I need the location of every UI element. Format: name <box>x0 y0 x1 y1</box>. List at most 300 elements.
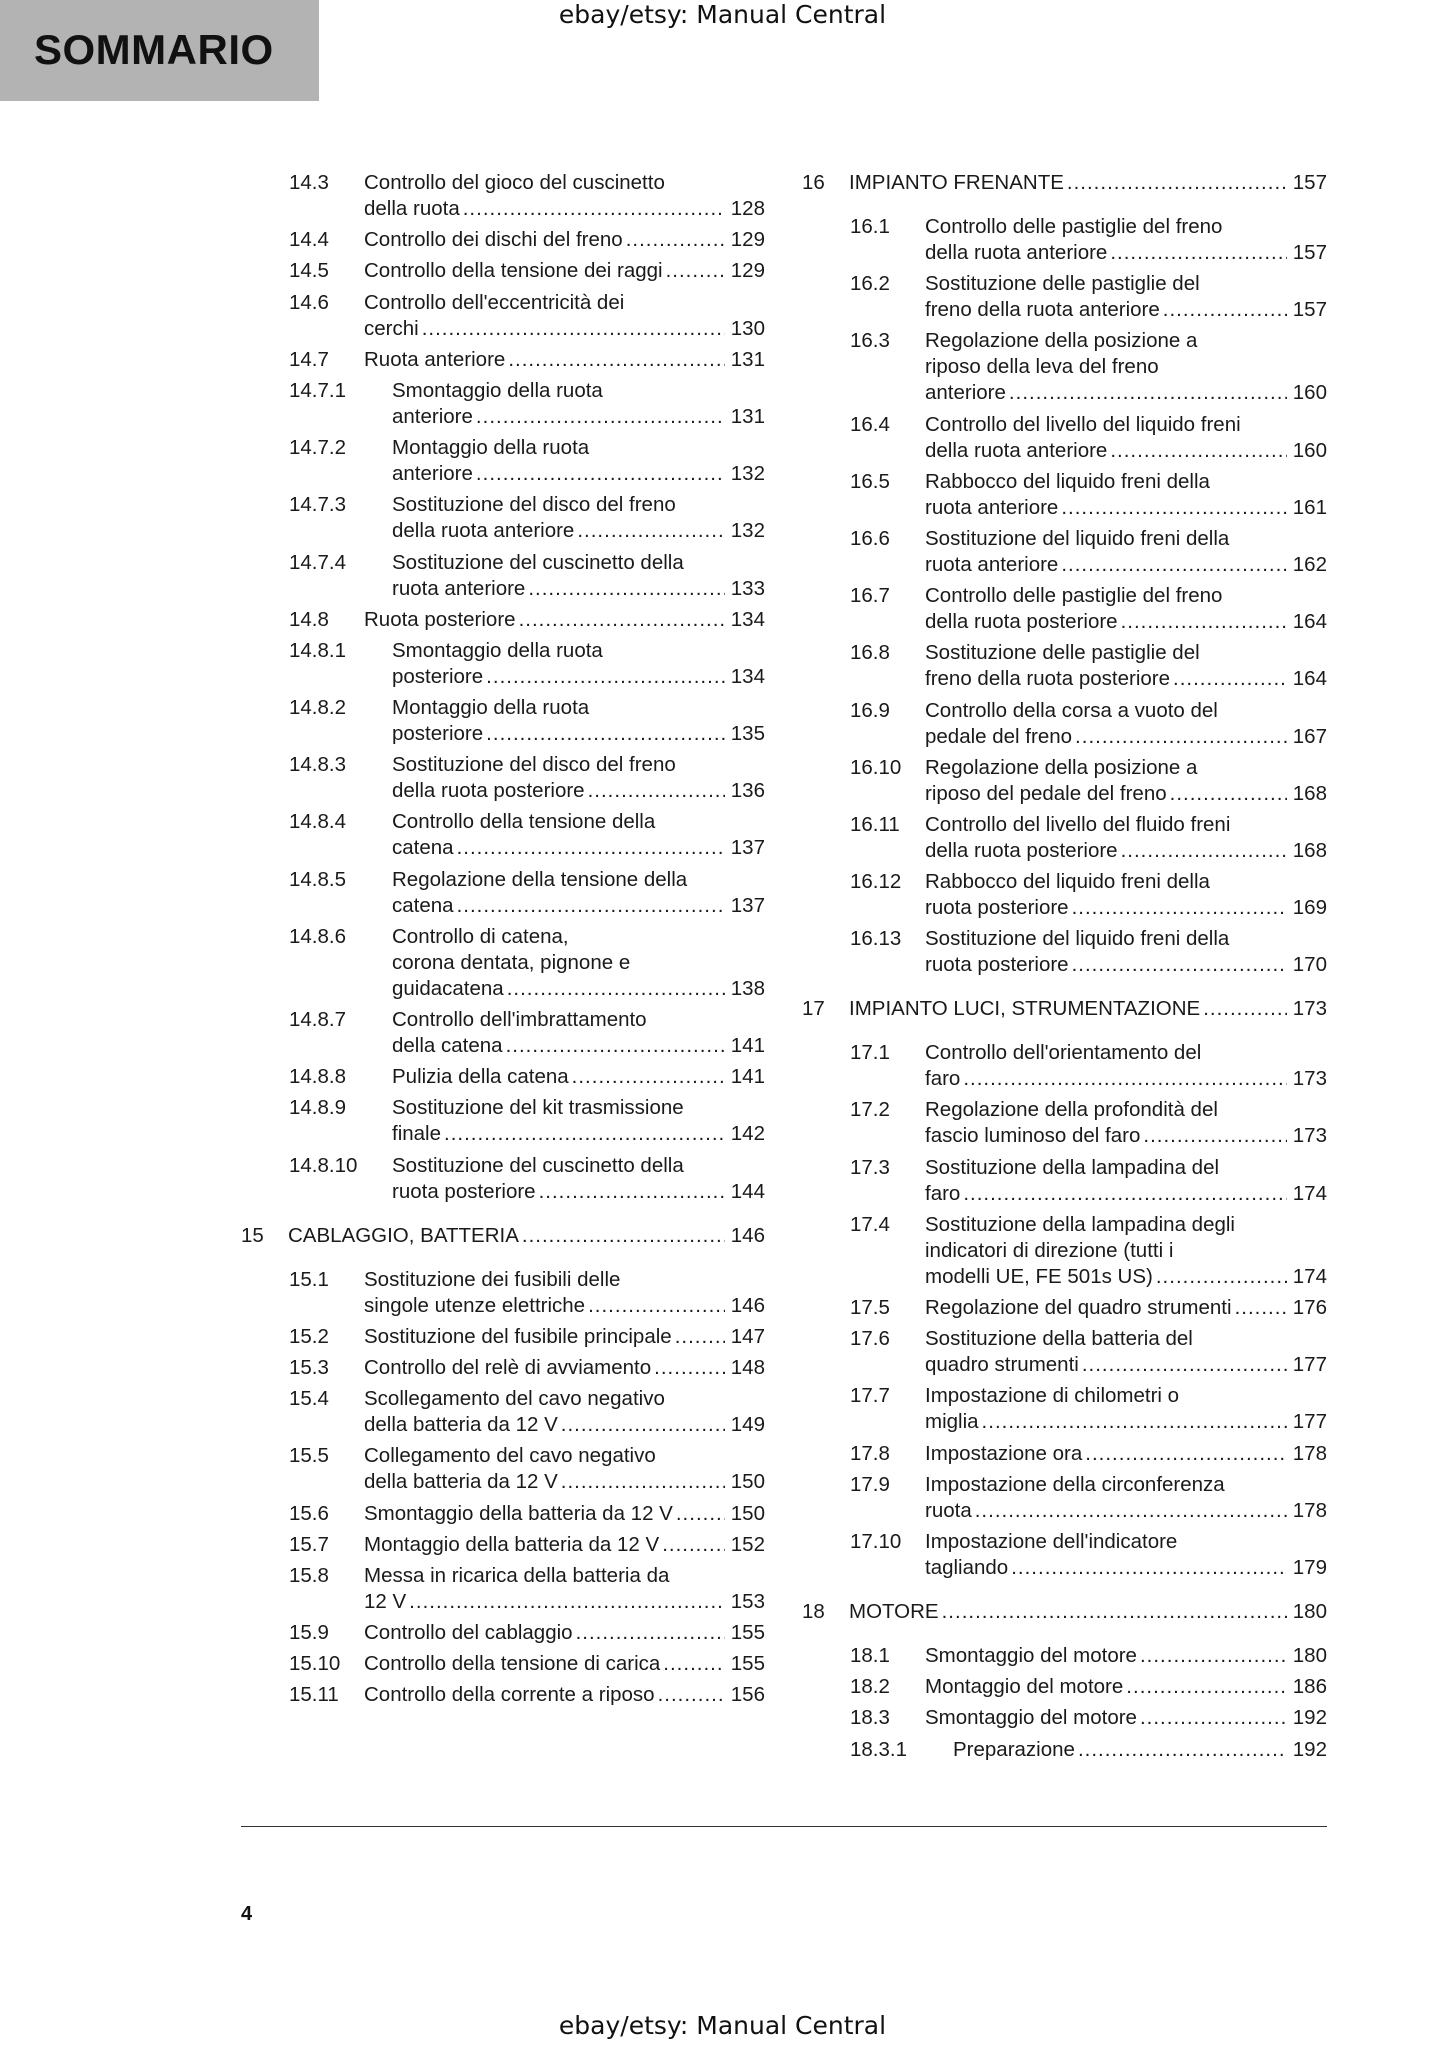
toc-entry-page: 155 <box>730 1652 765 1676</box>
toc-entry-title-line: della ruota anteriore <box>925 438 1108 462</box>
toc-entry-title <box>925 640 1327 692</box>
toc-entry[interactable] <box>802 812 1327 864</box>
toc-entry-title <box>925 869 1327 921</box>
toc-entry-title <box>925 1441 1327 1467</box>
dot-leader <box>561 1412 725 1438</box>
dot-leader <box>1061 552 1286 578</box>
toc-entry[interactable] <box>241 435 765 487</box>
toc-entry-title <box>392 1007 765 1059</box>
toc-chapter[interactable] <box>802 1599 1327 1625</box>
toc-entry[interactable] <box>241 170 765 222</box>
toc-entry-title <box>392 1153 765 1205</box>
toc-entry-title-line: Montaggio del motore <box>925 1675 1124 1699</box>
dot-leader <box>519 607 725 633</box>
toc-entry[interactable] <box>241 1267 765 1319</box>
toc-entry-page: 130 <box>730 316 765 340</box>
toc-entry-number: 15.8 <box>289 1563 329 1587</box>
toc-entry-page: 157 <box>1292 171 1327 194</box>
toc-entry-number: 15.5 <box>289 1444 329 1468</box>
toc-entry-title-line: Controllo dell'eccentricità dei <box>364 290 625 314</box>
toc-entry-title-line: Smontaggio del motore <box>925 1643 1137 1667</box>
toc-entry-title <box>925 1212 1327 1290</box>
toc-entry-number: 14.8.6 <box>289 924 346 948</box>
toc-entry-title <box>925 1674 1327 1700</box>
toc-entry-page: 132 <box>730 519 765 543</box>
dot-leader <box>942 1599 1287 1625</box>
toc-entry-number: 15.11 <box>289 1683 339 1707</box>
toc-entry-number: 14.8.4 <box>289 810 346 834</box>
toc-entry[interactable] <box>802 1529 1327 1581</box>
dot-leader <box>576 1620 725 1646</box>
toc-entry-page: 156 <box>730 1683 765 1707</box>
toc-entry-number: 14.7.4 <box>289 550 346 574</box>
toc-entry[interactable] <box>241 638 765 690</box>
dot-leader <box>663 1651 725 1677</box>
toc-entry-title-line: anteriore <box>392 404 473 428</box>
toc-entry-page: 155 <box>730 1621 765 1645</box>
toc-entry-title-line: Impostazione ora <box>925 1441 1083 1465</box>
toc-entry[interactable] <box>802 1737 1327 1763</box>
dot-leader <box>508 347 724 373</box>
toc-entry[interactable] <box>241 752 765 804</box>
toc-entry[interactable] <box>241 290 765 342</box>
dot-leader <box>463 196 725 222</box>
toc-entry-number: 15.1 <box>289 1267 329 1291</box>
dot-leader <box>626 227 725 253</box>
toc-entry[interactable] <box>802 412 1327 464</box>
toc-entry-title <box>364 1532 765 1558</box>
toc-entry-title-line: della ruota posteriore <box>392 779 585 803</box>
toc-entry-title-line: catena <box>392 893 454 917</box>
toc-entry-number: 18.3 <box>850 1706 890 1730</box>
toc-entry-title-line: Sostituzione della lampadina degli <box>925 1212 1235 1236</box>
dot-leader <box>1061 495 1286 521</box>
toc-entry-title-line: anteriore <box>392 462 473 486</box>
dot-leader <box>422 316 725 342</box>
toc-entry[interactable] <box>802 1705 1327 1731</box>
toc-entry-title-line: Sostituzione della batteria del <box>925 1327 1193 1351</box>
toc-entry-title <box>925 1643 1327 1669</box>
toc-entry-title <box>849 170 1327 196</box>
toc-entry-title-line: corona dentata, pignone e <box>392 950 631 974</box>
toc-entry[interactable] <box>802 1326 1327 1378</box>
toc-entry-title <box>392 809 765 861</box>
toc-entry-title-line: MOTORE <box>849 1599 939 1623</box>
toc-entry-title-line: faro <box>925 1181 961 1205</box>
toc-entry-number: 16.13 <box>850 927 902 951</box>
toc-entry[interactable] <box>241 1355 765 1381</box>
toc-entry-page: 177 <box>1292 1410 1327 1434</box>
toc-entry-number: 15 <box>241 1223 264 1247</box>
toc-entry-title-line: Controllo della tensione dei raggi <box>364 259 663 283</box>
toc-entry-title-line: ruota posteriore <box>925 896 1069 920</box>
dot-leader <box>476 461 725 487</box>
dot-leader <box>528 576 724 602</box>
dot-leader <box>1067 170 1287 196</box>
toc-entry-title <box>364 1355 765 1381</box>
toc-entry-number: 17.10 <box>850 1529 902 1553</box>
toc-entry[interactable] <box>802 1441 1327 1467</box>
toc-entry-number: 17.8 <box>850 1441 890 1465</box>
toc-entry[interactable] <box>802 1295 1327 1321</box>
toc-entry-number: 17.1 <box>850 1041 890 1065</box>
toc-entry-title-line: della ruota posteriore <box>925 838 1118 862</box>
toc-entry-title <box>364 227 765 253</box>
toc-entry-number: 17.5 <box>850 1296 890 1319</box>
toc-entry-title-line: ruota posteriore <box>392 1179 536 1203</box>
toc-entry-number: 17.4 <box>850 1212 890 1236</box>
toc-entry-title <box>392 1095 765 1147</box>
toc-entry-title <box>925 812 1327 864</box>
toc-entry-title <box>392 867 765 919</box>
toc-entry-page: 180 <box>1292 1599 1327 1623</box>
toc-entry-number: 16.2 <box>850 272 890 296</box>
toc-entry-number: 15.2 <box>289 1324 329 1348</box>
toc-entry-title-line: CABLAGGIO, BATTERIA <box>288 1223 519 1247</box>
watermark-bottom: ebay/etsy: Manual Central <box>558 2011 887 2040</box>
toc-entry-number: 14.8.2 <box>289 696 346 720</box>
toc-entry-title <box>925 698 1327 750</box>
toc-entry-title-line: tagliando <box>925 1555 1009 1579</box>
dot-leader <box>662 1532 725 1558</box>
toc-entry-page: 133 <box>730 576 765 600</box>
toc-entry-number: 16.12 <box>850 870 902 894</box>
toc-entry-title <box>925 755 1327 807</box>
toc-entry-number: 14.7.1 <box>289 378 346 402</box>
toc-entry[interactable] <box>241 1501 765 1527</box>
dot-leader <box>975 1498 1287 1524</box>
toc-entry-title <box>953 1737 1327 1763</box>
toc-entry-page: 132 <box>730 462 765 486</box>
dot-leader <box>1075 724 1287 750</box>
toc-entry-title-line: cerchi <box>364 316 419 340</box>
dot-leader <box>1110 438 1286 464</box>
toc-entry[interactable] <box>802 1155 1327 1207</box>
toc-entry[interactable] <box>802 869 1327 921</box>
toc-entry-number: 18.2 <box>850 1675 890 1699</box>
dot-leader <box>457 835 725 861</box>
toc-entry-title <box>364 290 765 342</box>
toc-entry-page: 137 <box>730 836 765 860</box>
toc-entry[interactable] <box>802 271 1327 323</box>
toc-entry-title-line: Controllo della tensione di carica <box>364 1652 661 1676</box>
toc-entry-title-line: Controllo della corsa a vuoto del <box>925 698 1218 722</box>
toc-entry-number: 16.3 <box>850 329 890 353</box>
toc-entry[interactable] <box>802 1383 1327 1435</box>
dot-leader <box>1126 1674 1286 1700</box>
toc-entry-page: 157 <box>1292 241 1327 264</box>
toc-entry-title-line: Montaggio della ruota <box>392 436 590 460</box>
toc-entry-number: 14.4 <box>289 228 329 252</box>
toc-entry-number: 15.7 <box>289 1532 329 1556</box>
toc-entry-title-line: Ruota posteriore <box>364 607 516 631</box>
toc-entry[interactable] <box>802 1212 1327 1290</box>
toc-entry-title-line: Montaggio della batteria da 12 V <box>364 1532 660 1556</box>
toc-entry[interactable] <box>241 1324 765 1350</box>
toc-entry-title-line: Messa in ricarica della batteria da <box>364 1563 670 1587</box>
toc-entry-title-line: ruota posteriore <box>925 953 1069 977</box>
toc-chapter[interactable] <box>802 170 1327 196</box>
toc-entry-number: 16.11 <box>850 812 900 836</box>
toc-entry-page: 135 <box>730 722 765 746</box>
toc-entry-title-line: Sostituzione del cuscinetto della <box>392 1153 684 1177</box>
toc-entry-title <box>925 271 1327 323</box>
toc-entry-page: 146 <box>730 1293 765 1317</box>
toc-entry[interactable] <box>241 258 765 284</box>
toc-entry-title-line: Pulizia della catena <box>392 1065 569 1089</box>
toc-entry-page: 136 <box>730 779 765 803</box>
toc-entry[interactable] <box>802 1643 1327 1669</box>
toc-entry[interactable] <box>241 1007 765 1059</box>
toc-entry-number: 14.8.9 <box>289 1096 346 1120</box>
toc-entry-number: 18.1 <box>850 1643 890 1667</box>
toc-entry-title-line: Sostituzione del cuscinetto della <box>392 550 684 574</box>
toc-entry-page: 161 <box>1292 495 1327 519</box>
section-title: SOMMARIO <box>34 26 274 73</box>
toc-entry[interactable] <box>241 227 765 253</box>
toc-entry-page: 173 <box>1292 997 1327 1021</box>
toc-entry-title-line: Sostituzione del fusibile principale <box>364 1324 672 1348</box>
toc-entry-page: 168 <box>1292 838 1327 862</box>
toc-entry[interactable] <box>241 1563 765 1615</box>
toc-entry[interactable] <box>802 583 1327 635</box>
toc-entry-title <box>925 1529 1327 1581</box>
toc-entry[interactable] <box>802 698 1327 750</box>
toc-entry-title <box>364 347 765 373</box>
toc-entry[interactable] <box>241 695 765 747</box>
toc-entry-title-line: pedale del freno <box>925 724 1073 748</box>
toc-entry[interactable] <box>241 1386 765 1438</box>
toc-entry-title <box>392 492 765 544</box>
toc-entry-page: 144 <box>730 1179 765 1203</box>
toc-entry-title-line: quadro strumenti <box>925 1353 1079 1377</box>
toc-entry-title <box>925 214 1327 266</box>
toc-entry-number: 16 <box>802 171 825 194</box>
dot-leader <box>486 721 725 747</box>
toc-entry-title-line: Rabbocco del liquido freni della <box>925 469 1210 493</box>
toc-entry-page: 137 <box>730 893 765 917</box>
toc-entry[interactable] <box>241 378 765 430</box>
dot-leader <box>1235 1295 1287 1321</box>
toc-entry[interactable] <box>802 1097 1327 1149</box>
dot-leader <box>588 1293 725 1319</box>
toc-entry-title <box>392 752 765 804</box>
toc-entry-title <box>925 1040 1327 1092</box>
toc-entry[interactable] <box>241 1651 765 1677</box>
toc-entry-page: 168 <box>1292 781 1327 805</box>
dot-leader <box>1121 609 1287 635</box>
toc-entry-title-line: Sostituzione del disco del freno <box>392 493 676 517</box>
toc-entry-title-line: Rabbocco del liquido freni della <box>925 870 1210 894</box>
toc-entry-title-line: Sostituzione dei fusibili delle <box>364 1267 621 1291</box>
toc-entry-title <box>392 638 765 690</box>
toc-entry[interactable] <box>241 492 765 544</box>
toc-entry[interactable] <box>802 526 1327 578</box>
toc-entry-title <box>392 435 765 487</box>
toc-entry-number: 14.8.1 <box>289 638 346 662</box>
dot-leader <box>457 893 725 919</box>
toc-entry-number: 15.3 <box>289 1355 329 1379</box>
toc-entry[interactable] <box>241 1095 765 1147</box>
dot-leader <box>572 1064 725 1090</box>
toc-entry-page: 134 <box>730 664 765 688</box>
dot-leader <box>506 1033 725 1059</box>
toc-entry-page: 174 <box>1292 1264 1327 1288</box>
toc-entry-page: 141 <box>730 1065 765 1089</box>
toc-entry-title <box>364 1386 765 1438</box>
toc-entry[interactable] <box>241 1443 765 1495</box>
toc-entry-title-line: riposo del pedale del freno <box>925 781 1167 805</box>
toc-entry[interactable] <box>241 1620 765 1646</box>
toc-entry-number: 16.6 <box>850 526 890 550</box>
dot-leader <box>963 1066 1286 1092</box>
toc-chapter[interactable] <box>241 1223 765 1249</box>
toc-entry-title-line: Controllo dei dischi del freno <box>364 228 623 252</box>
toc-entry[interactable] <box>241 607 765 633</box>
toc-entry-page: 174 <box>1292 1181 1327 1205</box>
toc-entry-title-line: ruota <box>925 1498 972 1522</box>
toc-entry[interactable] <box>241 347 765 373</box>
toc-entry[interactable] <box>802 1040 1327 1092</box>
toc-entry-page: 131 <box>730 347 765 371</box>
dot-leader <box>522 1223 725 1249</box>
toc-entry[interactable] <box>802 328 1327 406</box>
toc-entry-number: 16.9 <box>850 698 890 722</box>
toc-entry-title-line: Controllo del livello del liquido freni <box>925 412 1241 436</box>
toc-entry[interactable] <box>241 809 765 861</box>
toc-entry[interactable] <box>802 1472 1327 1524</box>
dot-leader <box>1009 380 1287 406</box>
toc-entry-number: 15.9 <box>289 1621 329 1645</box>
dot-leader <box>658 1682 725 1708</box>
dot-leader <box>963 1181 1286 1207</box>
toc-entry-title-line: Impostazione dell'indicatore <box>925 1529 1178 1553</box>
toc-entry-number: 15.4 <box>289 1387 329 1411</box>
toc-entry-title <box>925 926 1327 978</box>
toc-entry-title-line: Regolazione della tensione della <box>392 867 688 891</box>
toc-entry-title <box>392 695 765 747</box>
toc-entry[interactable] <box>241 867 765 919</box>
toc-entry[interactable] <box>802 1674 1327 1700</box>
toc-entry-number: 16.8 <box>850 641 890 665</box>
toc-entry-title-line: ruota anteriore <box>925 552 1059 576</box>
toc-entry-title <box>849 996 1327 1022</box>
toc-entry-number: 14.8.3 <box>289 753 346 777</box>
toc-entry[interactable] <box>241 924 765 1002</box>
dot-leader <box>539 1179 725 1205</box>
toc-entry-number: 16.5 <box>850 469 890 493</box>
toc-entry-number: 16.4 <box>850 412 890 436</box>
toc-entry-title-line: Montaggio della ruota <box>392 696 590 720</box>
toc-entry[interactable] <box>802 214 1327 266</box>
toc-entry-number: 17.9 <box>850 1472 890 1496</box>
toc-entry-title-line: Smontaggio della ruota <box>392 638 603 662</box>
toc-entry-title <box>925 1705 1327 1731</box>
toc-entry-number: 14.3 <box>289 171 329 194</box>
dot-leader <box>1143 1123 1286 1149</box>
toc-entry-title-line: Scollegamento del cavo negativo <box>364 1387 665 1411</box>
toc-entry-number: 14.8.10 <box>289 1153 358 1177</box>
toc-entry-title-line: modelli UE, FE 501s US) <box>925 1264 1153 1288</box>
toc-entry-title <box>392 924 765 1002</box>
toc-entry-title-line: guidacatena <box>392 976 504 1000</box>
dot-leader <box>507 976 725 1002</box>
dot-leader <box>1170 781 1287 807</box>
footer-rule <box>241 1826 1327 1827</box>
toc-entry[interactable] <box>241 1153 765 1205</box>
toc-entry-number: 17.7 <box>850 1384 890 1408</box>
toc-entry-number: 16.10 <box>850 755 902 779</box>
dot-leader <box>1072 952 1287 978</box>
toc-entry-title-line: finale <box>392 1122 442 1146</box>
toc-column-right <box>802 170 1327 1768</box>
toc-entry-title-line: catena <box>392 836 454 860</box>
toc-entry-page: 152 <box>730 1532 765 1556</box>
toc-entry-title <box>392 550 765 602</box>
toc-entry-title <box>364 1443 765 1495</box>
toc-entry-title <box>925 1155 1327 1207</box>
toc-entry-title-line: Sostituzione della lampadina del <box>925 1155 1220 1179</box>
toc-entry-title-line: Regolazione della posizione a <box>925 329 1198 353</box>
toc-entry-page: 177 <box>1292 1353 1327 1377</box>
toc-entry[interactable] <box>241 1682 765 1708</box>
toc-entry-title-line: Ruota anteriore <box>364 347 506 371</box>
toc-entry-title-line: Controllo del gioco del cuscinetto <box>364 171 665 194</box>
dot-leader <box>1121 838 1287 864</box>
toc-entry-title-line: della ruota anteriore <box>925 241 1108 264</box>
toc-entry-title-line: Sostituzione del kit trasmissione <box>392 1096 684 1120</box>
toc-entry-title <box>925 1295 1327 1321</box>
toc-chapter[interactable] <box>802 996 1327 1022</box>
toc-entry-number: 15.6 <box>289 1501 329 1525</box>
dot-leader <box>588 778 725 804</box>
toc-entry[interactable] <box>241 1532 765 1558</box>
toc-entry-title-line: Controllo della corrente a riposo <box>364 1683 655 1707</box>
dot-leader <box>1140 1705 1287 1731</box>
toc-entry-title-line: della catena <box>392 1034 503 1057</box>
dot-leader <box>1173 666 1287 692</box>
toc-entry-number: 14.8 <box>289 607 329 631</box>
toc-entry-title <box>364 1324 765 1350</box>
toc-entry[interactable] <box>802 640 1327 692</box>
toc-entry-title-line: Smontaggio della batteria da 12 V <box>364 1501 673 1525</box>
toc-entry-page: 146 <box>730 1223 765 1247</box>
toc-entry-title-line: Regolazione della profondità del <box>925 1098 1218 1122</box>
toc-entry-title <box>925 583 1327 635</box>
toc-entry-title <box>364 258 765 284</box>
toc-entry-page: 173 <box>1292 1067 1327 1091</box>
toc-entry[interactable] <box>802 469 1327 521</box>
toc-entry-number: 14.8.5 <box>289 867 346 891</box>
toc-entry-page: 129 <box>730 228 765 252</box>
dot-leader <box>561 1469 725 1495</box>
toc-entry[interactable] <box>802 926 1327 978</box>
toc-entry[interactable] <box>802 755 1327 807</box>
toc-entry-title-line: singole utenze elettriche <box>364 1293 586 1317</box>
toc-entry[interactable] <box>241 1064 765 1090</box>
toc-entry-number: 17.6 <box>850 1327 890 1351</box>
dot-leader <box>577 518 724 544</box>
toc-entry[interactable] <box>241 550 765 602</box>
toc-entry-page: 176 <box>1292 1296 1327 1319</box>
toc-entry-title <box>364 1682 765 1708</box>
toc-entry-page: 150 <box>730 1501 765 1525</box>
toc-entry-title <box>392 378 765 430</box>
toc-entry-title <box>925 1097 1327 1149</box>
toc-entry-title <box>925 1383 1327 1435</box>
toc-entry-title-line: posteriore <box>392 664 484 688</box>
toc-entry-title-line: Impostazione di chilometri o <box>925 1384 1180 1408</box>
